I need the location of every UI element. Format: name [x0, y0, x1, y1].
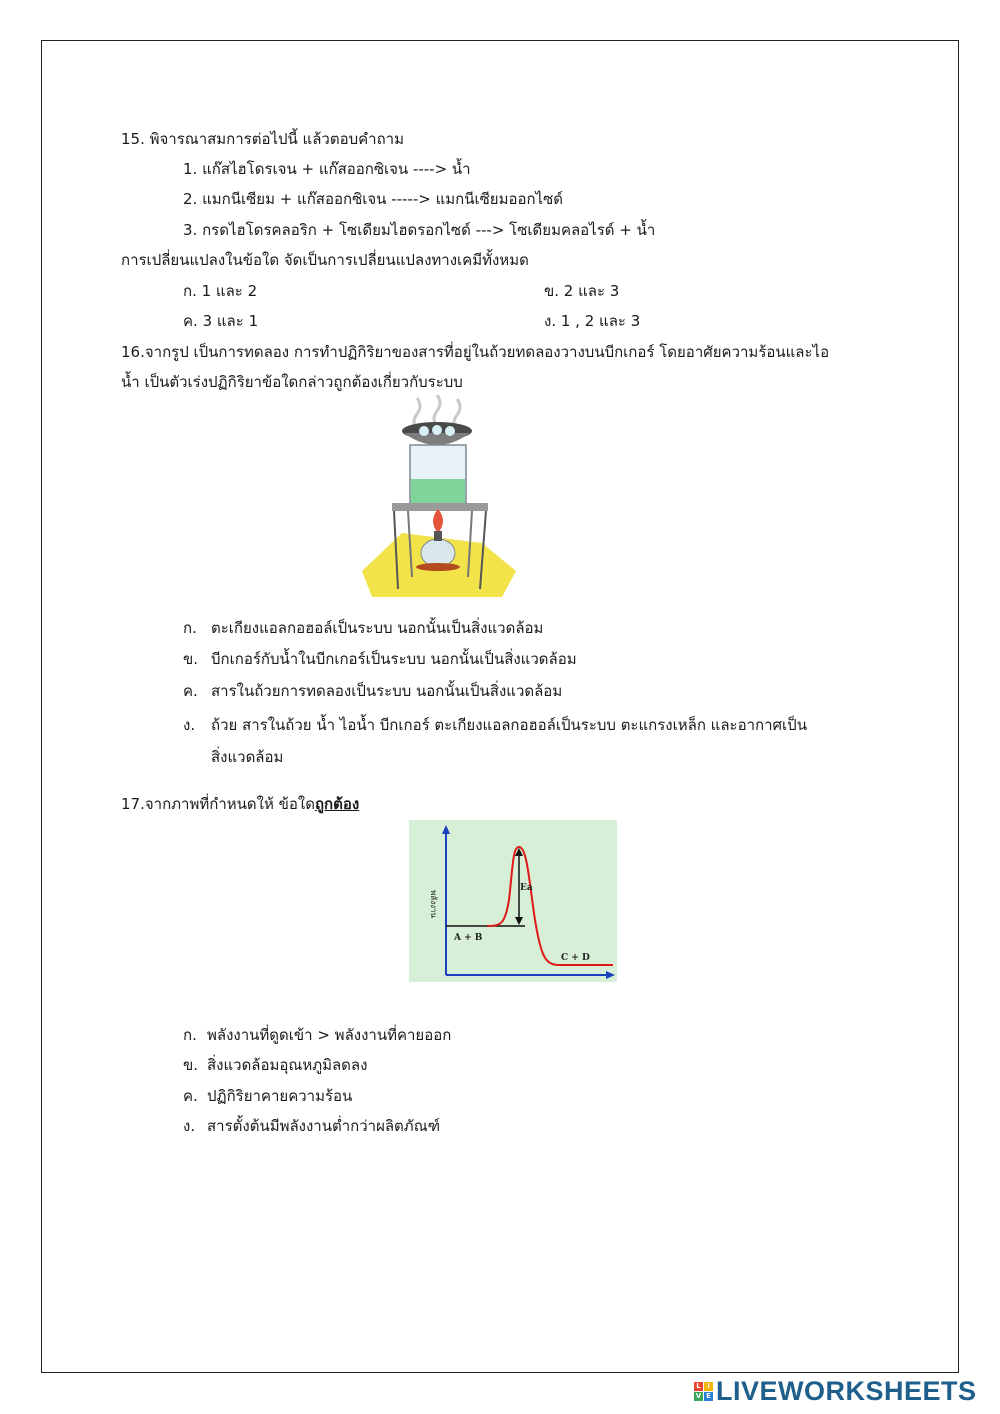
q17-stem-prefix: 17.จากภาพที่กำหนดให้ ข้อใด [121, 795, 315, 813]
q17-stem [121, 794, 359, 814]
q16-choice-b-text[interactable]: บีกเกอร์กับน้ำในบีกเกอร์เป็นระบบ นอกนั้นเป็นสิ่งแวดล้อม [211, 650, 577, 668]
q15-choice-b[interactable]: ข. 2 และ 3 [544, 282, 620, 300]
q17-choice-c-text[interactable]: ปฏิกิริยาคายความร้อน [207, 1087, 353, 1105]
products-label: C + D [561, 953, 590, 963]
q17-choice-c-letter: ค. [183, 1087, 198, 1105]
q17-choice-a-text[interactable]: พลังงานที่ดูดเข้า > พลังงานที่คายออก [207, 1026, 452, 1044]
q17-choice-d-text[interactable]: สารตั้งต้นมีพลังงานต่ำกว่าผลิตภัณฑ์ [207, 1117, 441, 1135]
q16-choice-d-letter: ง. [183, 716, 196, 734]
liveworksheets-wordmark: LIVEWORKSHEETS [716, 1375, 977, 1406]
q15-stem: 15. พิจารณาสมการต่อไปนี้ แล้วตอบคำถาม [121, 130, 404, 148]
q16-choice-c-letter: ค. [183, 682, 198, 700]
beaker-experiment-illustration [362, 393, 516, 599]
q15-choice-d[interactable]: ง. 1 , 2 และ 3 [544, 312, 641, 330]
q16-stem-line1: 16.จากรูป เป็นการทดลอง การทำปฏิกิริยาของสารที่อยู่ในถ้วยทดลองวางบนบีกเกอร์ โดยอาศัยความร้อนและไอ [121, 343, 830, 361]
q16-choice-a-text[interactable]: ตะเกียงแอลกอฮอล์เป็นระบบ นอกนั้นเป็นสิ่งแวดล้อม [211, 619, 544, 637]
q16-choice-d-text-continued[interactable]: สิ่งแวดล้อม [211, 748, 284, 766]
ea-label: Ea [520, 883, 533, 893]
q15-choice-a[interactable]: ก. 1 และ 2 [183, 282, 258, 300]
energy-profile-diagram [409, 820, 617, 982]
q17-stem-emphasis: ถูกต้อง [314, 795, 360, 813]
q16-choice-a-letter: ก. [183, 619, 197, 637]
q15-equation-3: 3. กรดไฮโดรคลอริก + โซเดียมไฮดรอกไซด์ ---> โซเดียมคลอไรด์ + น้ำ [183, 221, 656, 239]
q16-stem-line2: น้ำ เป็นตัวเร่งปฏิกิริยาข้อใดกล่าวถูกต้องเกี่ยวกับระบบ [121, 373, 463, 391]
q15-equation-1: 1. แก๊สไฮโดรเจน + แก๊สออกซิเจน ----> น้ำ [183, 160, 471, 178]
liveworksheets-logo-icon: L I V E [694, 1382, 713, 1401]
q16-choice-d-text[interactable]: ถ้วย สารในถ้วย น้ำ ไอน้ำ บีกเกอร์ ตะเกียงแอลกอฮอล์เป็นระบบ ตะแกรงเหล็ก และอากาศเป็น [211, 716, 807, 734]
q17-choice-b-text[interactable]: สิ่งแวดล้อมอุณหภูมิลดลง [207, 1056, 368, 1074]
q17-choice-a-letter: ก. [183, 1026, 197, 1044]
reactants-label: A + B [454, 933, 483, 943]
q15-question: การเปลี่ยนแปลงในข้อใด จัดเป็นการเปลี่ยนแปลงทางเคมีทั้งหมด [121, 251, 529, 269]
q17-choice-d-letter: ง. [183, 1117, 196, 1135]
q15-choice-c[interactable]: ค. 3 และ 1 [183, 312, 259, 330]
q16-choice-b-letter: ข. [183, 650, 199, 668]
ylabel: พลังงาน [429, 890, 438, 918]
liveworksheets-logo[interactable] [694, 1376, 977, 1406]
q17-choice-b-letter: ข. [183, 1056, 199, 1074]
q16-choice-c-text[interactable]: สารในถ้วยการทดลองเป็นระบบ นอกนั้นเป็นสิ่งแวดล้อม [211, 682, 563, 700]
q15-equation-2: 2. แมกนีเซียม + แก๊สออกซิเจน -----> แมกนีเซียมออกไซด์ [183, 190, 564, 208]
